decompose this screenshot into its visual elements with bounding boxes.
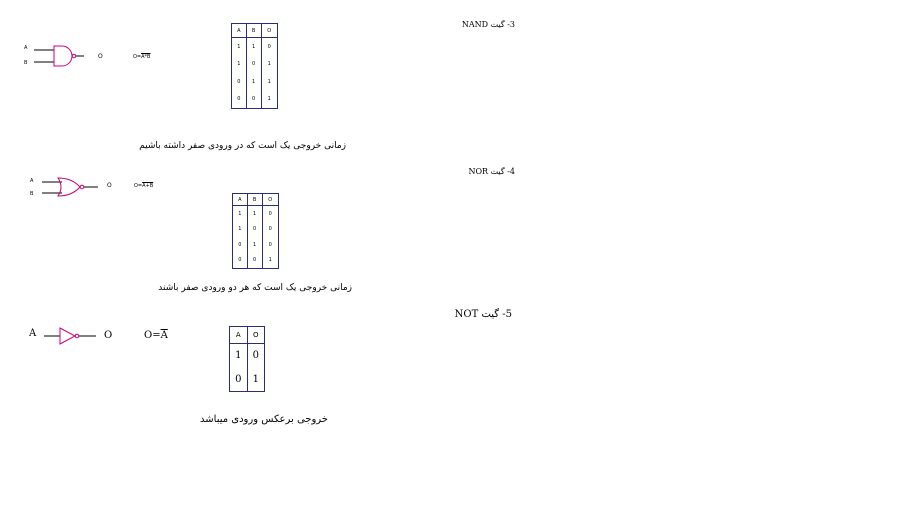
table-cell: 0 — [247, 252, 262, 268]
table-row — [233, 237, 279, 252]
table-cell: 0 — [232, 90, 247, 108]
nand-gate-icon — [34, 42, 84, 68]
table-row — [232, 56, 278, 73]
nor-truth-table — [232, 193, 279, 269]
table-cell: 0 — [262, 206, 278, 222]
table-cell: 1 — [261, 90, 277, 108]
table-cell: 0 — [232, 73, 247, 90]
nor-input-b-label: B — [30, 191, 34, 197]
table-row — [233, 206, 279, 222]
table-row — [230, 368, 265, 392]
nor-heading: 4- گیت NOR — [468, 167, 515, 176]
table-header: A — [230, 327, 248, 344]
table-header: O — [261, 24, 277, 38]
nor-caption: زمانی خروجی یک است که هر دو ورودی صفر باشند — [158, 283, 352, 293]
table-cell: 0 — [246, 90, 261, 108]
table-cell: 1 — [233, 222, 248, 237]
table-header: A — [232, 24, 247, 38]
table-header: A — [233, 194, 248, 206]
table-cell: 1 — [247, 368, 265, 392]
table-row — [233, 222, 279, 237]
table-cell: 0 — [262, 237, 278, 252]
nand-truth-table — [231, 23, 278, 109]
not-input-a-label: A — [29, 328, 37, 339]
table-row — [232, 90, 278, 108]
table-cell: 1 — [233, 206, 248, 222]
nand-input-b-label: B — [24, 60, 28, 66]
table-cell: 0 — [262, 222, 278, 237]
not-output-label: O — [104, 330, 113, 341]
nor-gate-icon — [42, 175, 98, 199]
table-cell: 1 — [246, 73, 261, 90]
table-cell: 0 — [233, 237, 248, 252]
nand-heading: 3- گیت NAND — [461, 20, 515, 29]
nand-input-a-label: A — [24, 45, 28, 51]
nor-formula: O=A+B — [134, 183, 154, 189]
table-row — [232, 38, 278, 56]
table-cell: 1 — [261, 73, 277, 90]
table-cell: 1 — [232, 38, 247, 56]
table-cell: 1 — [261, 56, 277, 73]
nand-formula: O=A*B — [133, 54, 151, 60]
not-truth-table — [229, 326, 265, 392]
table-row — [232, 73, 278, 90]
table-header: B — [247, 194, 262, 206]
nand-output-label: O — [98, 53, 103, 60]
table-cell: 0 — [247, 344, 265, 368]
nor-output-label: O — [107, 182, 112, 189]
not-heading: 5- گیت NOT — [454, 309, 512, 320]
table-cell: 0 — [261, 38, 277, 56]
table-header: O — [247, 327, 265, 344]
not-formula: $O=\overline{A}$ — [144, 330, 168, 341]
table-cell: 1 — [262, 252, 278, 268]
nor-input-a-label: A — [30, 178, 34, 184]
table-cell: 1 — [247, 206, 262, 222]
table-row — [230, 344, 265, 368]
table-cell: 1 — [230, 344, 248, 368]
table-cell: 1 — [246, 38, 261, 56]
not-gate-icon — [44, 326, 96, 346]
table-row — [233, 252, 279, 268]
table-cell: 1 — [247, 237, 262, 252]
table-cell: 0 — [233, 252, 248, 268]
table-header: B — [246, 24, 261, 38]
table-cell: 0 — [246, 56, 261, 73]
nand-caption: زمانی خروجی یک است که در ورودی صفر داشته باشیم — [139, 141, 346, 151]
table-header: O — [262, 194, 278, 206]
table-cell: 0 — [230, 368, 248, 392]
not-caption: خروجی برعکس ورودی میباشد — [200, 414, 328, 425]
table-cell: 0 — [247, 222, 262, 237]
table-cell: 1 — [232, 56, 247, 73]
